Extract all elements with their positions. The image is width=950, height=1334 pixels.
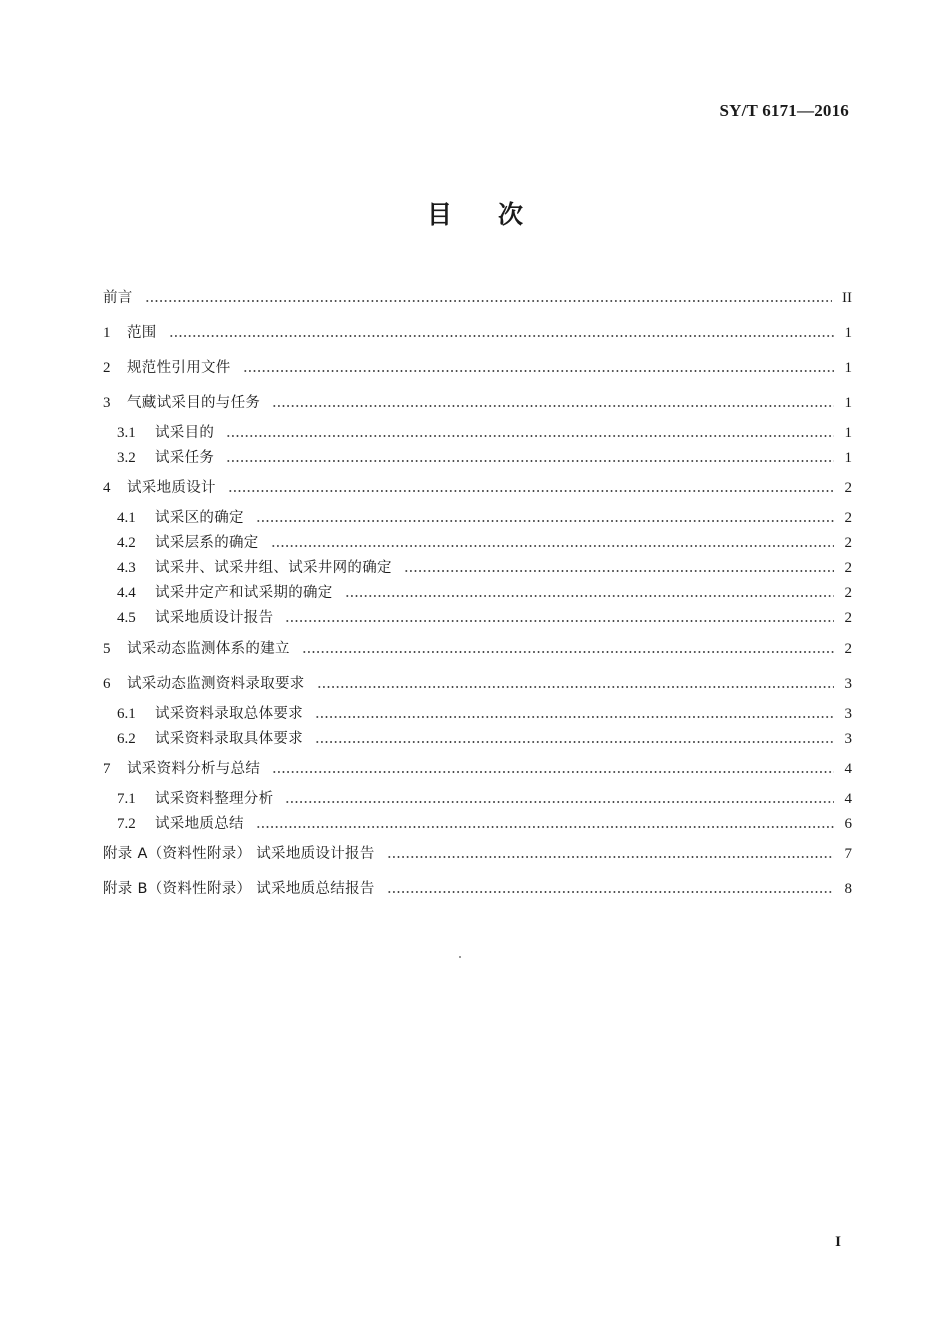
toc-entry-number: 3.2 (117, 450, 136, 466)
toc-entry-number: 1 (103, 325, 111, 341)
toc-entry[interactable] (103, 391, 852, 415)
toc-dot-leader (404, 570, 834, 572)
toc-entry-title: 试采动态监测体系的建立 (127, 641, 290, 657)
toc-entry-page: 3 (844, 676, 852, 692)
toc-entry[interactable] (103, 321, 852, 345)
toc-entry-number: 4 (103, 480, 111, 496)
footer-page-number: I (835, 1234, 841, 1250)
toc-dot-leader (387, 891, 834, 893)
toc-entry-number: 2 (103, 360, 111, 376)
toc-entry-page: 3 (844, 706, 852, 722)
toc-entry-page: II (842, 290, 852, 306)
toc-entry-page: 1 (844, 360, 852, 376)
toc-dot-leader (387, 856, 834, 858)
toc-entry-title: 试采地质设计报告 (155, 610, 274, 626)
toc-entry-page: 2 (844, 510, 852, 526)
toc-dot-leader (272, 405, 834, 407)
toc-dot-leader (256, 826, 834, 828)
toc-entry-number: 4.5 (117, 610, 136, 626)
toc-entry-title: 试采层系的确定 (155, 535, 259, 551)
toc-dot-leader (226, 435, 834, 437)
toc-entry[interactable] (117, 812, 852, 836)
toc-entry-number: 7 (103, 761, 111, 777)
toc-dot-leader (345, 595, 834, 597)
toc-entry-number: 4.1 (117, 510, 136, 526)
toc-entry-page: 7 (844, 846, 852, 862)
toc-entry-title: 范围 (127, 325, 157, 341)
toc-entry-page: 1 (844, 395, 852, 411)
toc-dot-leader (256, 520, 834, 522)
page-title-part-1: 目 (426, 200, 452, 229)
toc-dot-leader (228, 490, 834, 492)
toc-entry-title: 试采井、试采井组、试采井网的确定 (155, 560, 392, 576)
toc-entry-page: 3 (844, 731, 852, 747)
toc-entry[interactable] (117, 556, 852, 580)
toc-entry[interactable] (103, 672, 852, 696)
toc-entry-number: 3.1 (117, 425, 136, 441)
toc-entry[interactable] (117, 606, 852, 630)
toc-entry-title: 试采井定产和试采期的确定 (155, 585, 333, 601)
toc-dot-leader (315, 716, 834, 718)
toc-dot-leader (243, 370, 834, 372)
toc-entry-number: 4.3 (117, 560, 136, 576)
toc-entry-page: 1 (844, 450, 852, 466)
toc-entry-number: 3 (103, 395, 111, 411)
toc-entry-page: 4 (844, 791, 852, 807)
toc-dot-leader (226, 460, 834, 462)
toc-entry-page: 2 (844, 560, 852, 576)
document-code: SY/T 6171—2016 (719, 101, 849, 120)
toc-entry-title: 试采动态监测资料录取要求 (127, 676, 305, 692)
toc-dot-leader (271, 545, 834, 547)
toc-dot-leader (317, 686, 834, 688)
toc-entry-page: 6 (844, 816, 852, 832)
toc-entry-title: 试采地质总结 (155, 816, 244, 832)
toc-entry-number: 6.2 (117, 731, 136, 747)
scan-speck (459, 956, 461, 958)
toc-dot-leader (145, 300, 832, 302)
toc-entry-title: 前言 (103, 290, 133, 306)
toc-entry-page: 1 (844, 325, 852, 341)
table-of-contents (103, 0, 852, 1334)
toc-entry-number: 6.1 (117, 706, 136, 722)
toc-entry[interactable] (117, 506, 852, 530)
toc-entry-title: 试采资料分析与总结 (127, 761, 261, 777)
toc-entry-title: 试采目的 (155, 425, 215, 441)
toc-entry-page: 2 (844, 610, 852, 626)
toc-entry-title: 试采地质设计 (127, 480, 216, 496)
toc-entry[interactable] (117, 531, 852, 555)
toc-entry-page: 4 (844, 761, 852, 777)
toc-entry[interactable] (117, 421, 852, 445)
toc-entry-title: 试采资料整理分析 (155, 791, 274, 807)
toc-entry[interactable] (103, 842, 852, 866)
toc-entry[interactable] (103, 286, 852, 310)
toc-entry-page: 1 (844, 425, 852, 441)
toc-entry-number: 4.2 (117, 535, 136, 551)
toc-entry[interactable] (103, 877, 852, 901)
toc-entry-title: 规范性引用文件 (127, 360, 231, 376)
toc-dot-leader (169, 335, 834, 337)
toc-entry-page: 2 (844, 585, 852, 601)
toc-dot-leader (272, 771, 834, 773)
toc-entry-page: 2 (844, 535, 852, 551)
toc-dot-leader (285, 620, 834, 622)
toc-entry[interactable] (103, 637, 852, 661)
toc-entry-page: 2 (844, 480, 852, 496)
toc-dot-leader (302, 651, 834, 653)
toc-dot-leader (315, 741, 834, 743)
toc-entry[interactable] (103, 356, 852, 380)
toc-entry-number: 7.1 (117, 791, 136, 807)
toc-entry[interactable] (117, 727, 852, 751)
toc-entry-title: 试采区的确定 (155, 510, 244, 526)
toc-dot-leader (285, 801, 834, 803)
toc-entry-page: 8 (844, 881, 852, 897)
toc-entry-number: 7.2 (117, 816, 136, 832)
toc-entry[interactable] (117, 787, 852, 811)
toc-entry-title: 试采资料录取具体要求 (155, 731, 303, 747)
toc-entry-title: 试采资料录取总体要求 (155, 706, 303, 722)
toc-entry-title: 附录 B（资料性附录） 试采地质总结报告 (103, 881, 375, 897)
page-title-part-2: 次 (498, 200, 524, 229)
toc-entry-number: 4.4 (117, 585, 136, 601)
toc-entry[interactable] (117, 702, 852, 726)
toc-entry-page: 2 (844, 641, 852, 657)
toc-entry[interactable] (117, 446, 852, 470)
toc-entry-title: 附录 A（资料性附录） 试采地质设计报告 (103, 846, 375, 862)
toc-entry[interactable] (103, 757, 852, 781)
toc-entry[interactable] (103, 476, 852, 500)
toc-entry-number: 5 (103, 641, 111, 657)
toc-entry-title: 试采任务 (155, 450, 215, 466)
toc-entry-title: 气藏试采目的与任务 (127, 395, 261, 411)
toc-entry[interactable] (117, 581, 852, 605)
toc-entry-number: 6 (103, 676, 111, 692)
